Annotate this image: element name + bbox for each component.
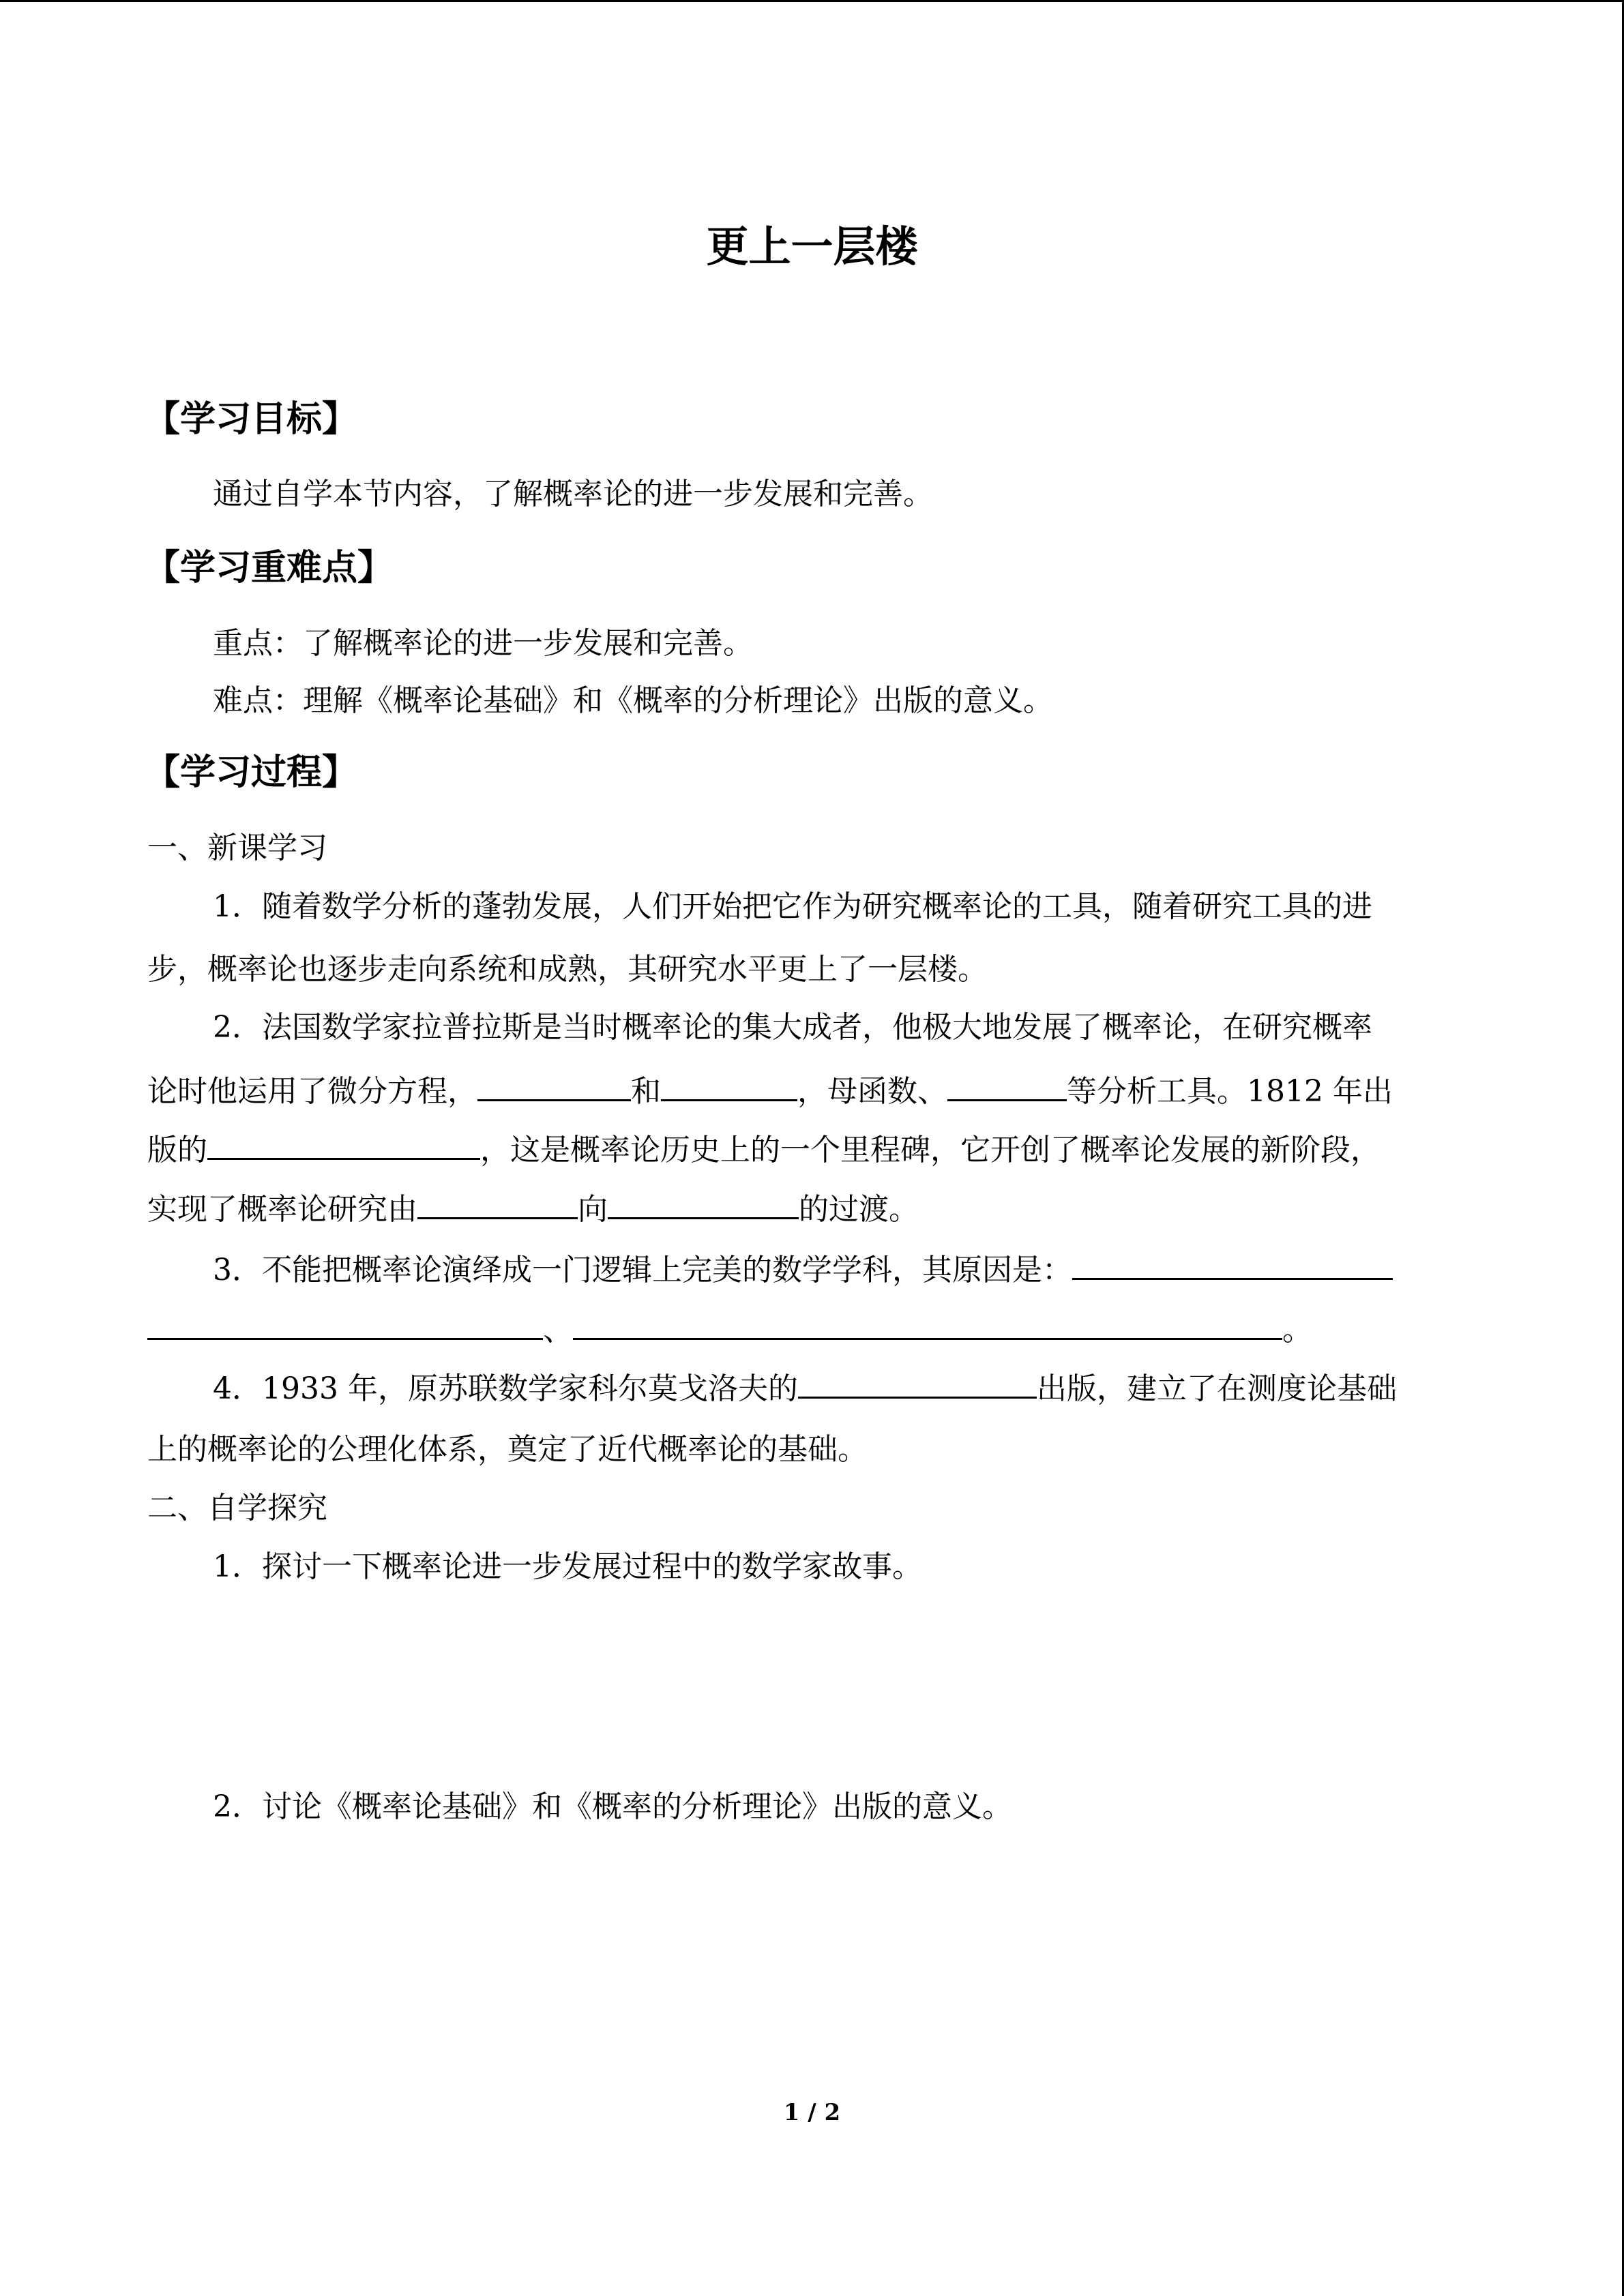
item1-line1: 1．随着数学分析的蓬勃发展，人们开始把它作为研究概率论的工具，随着研究工具的进 bbox=[213, 889, 1372, 924]
item4-line1-text-a: 4．1933 年，原苏联数学家科尔莫戈洛夫的 bbox=[213, 1371, 798, 1406]
item2-line2-text-c: ，母函数、 bbox=[797, 1074, 947, 1109]
item3-line2 bbox=[147, 1311, 1312, 1350]
top-border bbox=[0, 0, 1624, 2]
item1-line2: 步，概率论也逐步走向系统和成熟，其研究水平更上了一层楼。 bbox=[147, 952, 988, 987]
heading-learning-process: 【学习过程】 bbox=[145, 752, 358, 793]
item2-line4 bbox=[147, 1190, 919, 1229]
item4-line1-text-b: 出版，建立了在测度论基础 bbox=[1036, 1371, 1397, 1406]
item2-line3 bbox=[147, 1131, 1381, 1169]
item2-line2-text-a: 论时他运用了微分方程， bbox=[147, 1074, 477, 1109]
item2-line3-text-b: ，这是概率论历史上的一个里程碑，它开创了概率论发展的新阶段， bbox=[480, 1133, 1381, 1167]
fill-blank-5[interactable] bbox=[417, 1190, 578, 1219]
fill-blank-4[interactable] bbox=[207, 1131, 480, 1160]
fill-blank-8[interactable] bbox=[147, 1311, 543, 1340]
difficult-point-text: 难点：理解《概率论基础》和《概率的分析理论》出版的意义。 bbox=[213, 683, 1053, 718]
item2-line2-text-b: 和 bbox=[631, 1074, 661, 1109]
item4-line2: 上的概率论的公理化体系，奠定了近代概率论的基础。 bbox=[147, 1432, 868, 1467]
page-title: 更上一层楼 bbox=[706, 222, 918, 271]
item2-line2-text-d: 等分析工具。1812 年出 bbox=[1067, 1074, 1393, 1109]
part2-title: 二、自学探究 bbox=[147, 1491, 327, 1525]
item2-line4-text-c: 的过渡。 bbox=[799, 1192, 919, 1227]
page-number: 1 / 2 bbox=[783, 2099, 841, 2126]
item2-line2 bbox=[147, 1072, 1393, 1111]
fill-blank-10[interactable] bbox=[798, 1369, 1037, 1399]
item3-end: 。 bbox=[1282, 1313, 1312, 1347]
fill-blank-6[interactable] bbox=[608, 1190, 799, 1219]
item2-line1: 2．法国数学家拉普拉斯是当时概率论的集大成者，他极大地发展了概率论，在研究概率 bbox=[213, 1010, 1372, 1045]
fill-blank-2[interactable] bbox=[661, 1072, 797, 1101]
heading-learning-goal: 【学习目标】 bbox=[145, 399, 358, 440]
item3-line1-text: 3．不能把概率论演绎成一门逻辑上完美的数学学科，其原因是： bbox=[213, 1253, 1072, 1287]
key-point-text: 重点：了解概率论的进一步发展和完善。 bbox=[213, 626, 753, 661]
item3-separator: 、 bbox=[543, 1313, 573, 1347]
fill-blank-3[interactable] bbox=[947, 1072, 1067, 1101]
item2-line3-text-a: 版的 bbox=[147, 1133, 207, 1167]
item2-line4-text-b: 向 bbox=[578, 1192, 608, 1227]
goal-text: 通过自学本节内容，了解概率论的进一步发展和完善。 bbox=[213, 477, 933, 511]
fill-blank-7[interactable] bbox=[1072, 1251, 1393, 1280]
fill-blank-1[interactable] bbox=[477, 1072, 631, 1101]
part1-title: 一、新课学习 bbox=[147, 831, 327, 865]
item2-line4-text-a: 实现了概率论研究由 bbox=[147, 1192, 417, 1227]
fill-blank-9[interactable] bbox=[573, 1311, 1282, 1340]
item4-line1 bbox=[213, 1369, 1397, 1408]
heading-key-difficulty: 【学习重难点】 bbox=[145, 548, 394, 588]
item3-line1 bbox=[213, 1251, 1393, 1289]
explore-item2: 2．讨论《概率论基础》和《概率的分析理论》出版的意义。 bbox=[213, 1789, 1012, 1824]
explore-item1: 1．探讨一下概率论进一步发展过程中的数学家故事。 bbox=[213, 1549, 922, 1584]
